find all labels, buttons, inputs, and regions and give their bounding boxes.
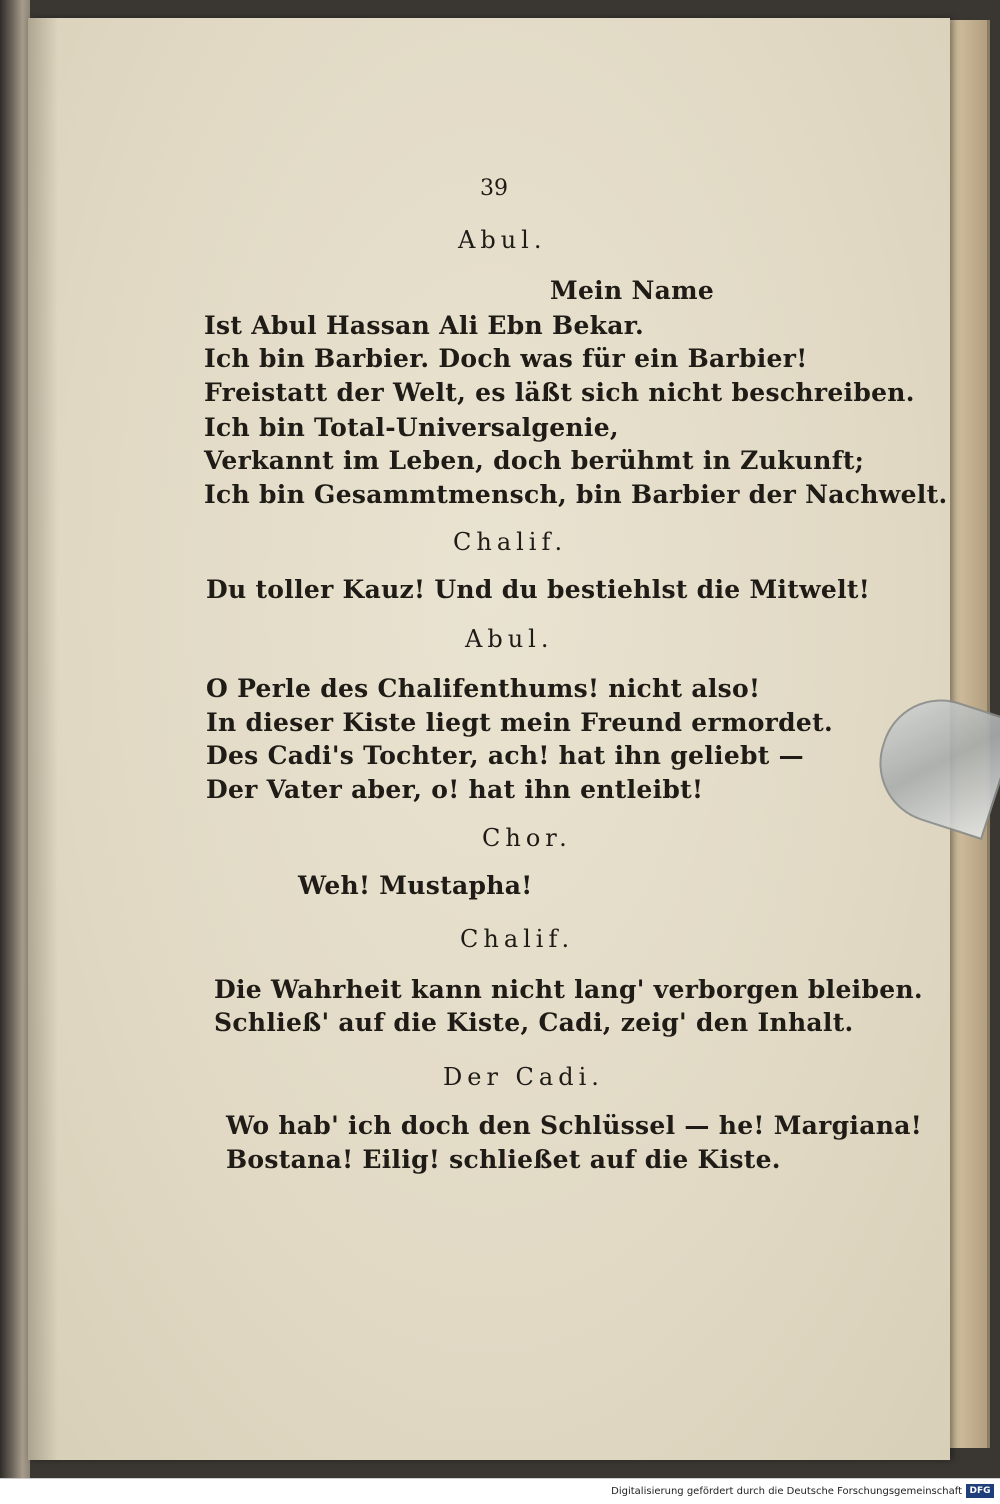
verse-line: Bostana! Eilig! schließet auf die Kiste. — [226, 1145, 781, 1174]
speaker-label: Abul. — [465, 625, 554, 653]
book-spine-edge — [0, 0, 30, 1478]
speaker-label: Abul. — [458, 226, 547, 254]
speaker-label: Der Cadi. — [443, 1063, 604, 1091]
verse-line: Wo hab' ich doch den Schlüssel — he! Margiana! — [226, 1111, 922, 1140]
verse-line: Des Cadi's Tochter, ach! hat ihn geliebt — — [206, 741, 804, 770]
verse-line: In dieser Kiste liegt mein Freund ermordet. — [206, 708, 833, 737]
speaker-label: Chalif. — [453, 528, 568, 556]
verse-line: Ist Abul Hassan Ali Ebn Bekar. — [204, 311, 644, 340]
speaker-label: Chor. — [482, 824, 572, 852]
verse-line: Verkannt im Leben, doch berühmt in Zukunft; — [204, 446, 865, 475]
dfg-logo: DFG — [966, 1484, 994, 1498]
verse-line: Mein Name — [550, 276, 715, 305]
footer-bar — [0, 1478, 1000, 1504]
verse-line: Du toller Kauz! Und du bestiehlst die Mitwelt! — [206, 575, 871, 604]
verse-line: Die Wahrheit kann nicht lang' verborgen bleiben. — [214, 975, 923, 1004]
verse-line: Ich bin Gesammtmensch, bin Barbier der Nachwelt. — [204, 480, 948, 509]
verse-line: Freistatt der Welt, es läßt sich nicht beschreiben. — [204, 378, 915, 407]
verse-line: Ich bin Total-Universalgenie, — [204, 413, 619, 442]
page-number: 39 — [480, 176, 508, 201]
speaker-label: Chalif. — [460, 925, 575, 953]
verse-line: Weh! Mustapha! — [298, 871, 533, 900]
verse-line: Der Vater aber, o! hat ihn entleibt! — [206, 775, 704, 804]
verse-line: Schließ' auf die Kiste, Cadi, zeig' den Inhalt. — [214, 1008, 854, 1037]
funding-notice: Digitalisierung gefördert durch die Deutsche Forschungsgemeinschaft — [611, 1486, 962, 1497]
verse-line: Ich bin Barbier. Doch was für ein Barbier! — [204, 344, 808, 373]
gutter-shadow — [28, 18, 58, 1460]
book-page — [28, 18, 950, 1460]
verse-line: O Perle des Chalifenthums! nicht also! — [206, 674, 761, 703]
